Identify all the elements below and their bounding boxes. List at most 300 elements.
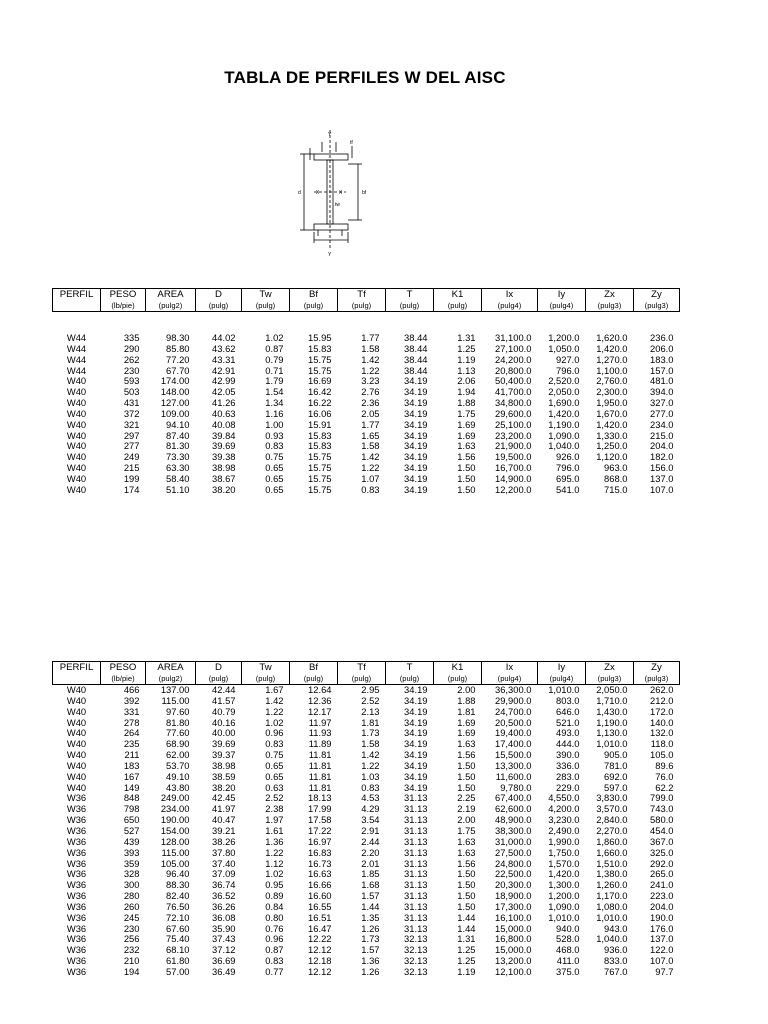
table-cell: 695.0 xyxy=(556,473,580,484)
table-cell: 743.0 xyxy=(650,804,674,815)
table-cell: 1.19 xyxy=(457,966,476,977)
table-cell: 115.00 xyxy=(161,847,190,858)
table-cell: 137.00 xyxy=(160,684,190,695)
table-cell: 1.42 xyxy=(361,750,380,761)
table-cell: 27,100.0 xyxy=(495,343,532,354)
table-cell: 24,700.0 xyxy=(495,706,532,717)
table-cell: 1.85 xyxy=(361,869,380,880)
column-unit: (pulg) xyxy=(386,673,434,685)
table-cell: 156.0 xyxy=(650,463,674,474)
table-cell: 34.19 xyxy=(404,463,428,474)
table-cell: 1.26 xyxy=(361,923,380,934)
table-cell: 1.94 xyxy=(457,387,476,398)
table-cell: 328 xyxy=(123,869,140,880)
table-cell: 82.40 xyxy=(166,891,190,902)
table-cell: 1.50 xyxy=(457,891,476,902)
table-row xyxy=(53,474,680,485)
table-cell: 31.13 xyxy=(404,891,428,902)
table-cell: 1,260.0 xyxy=(596,880,628,891)
table-cell: 2,300.0 xyxy=(596,387,628,398)
table-cell: 15.75 xyxy=(308,463,332,474)
table-cell: 18.13 xyxy=(308,793,332,804)
table-cell: 13,200.0 xyxy=(495,956,532,967)
table-cell: 89.6 xyxy=(655,760,674,771)
table-cell: 81.30 xyxy=(166,441,190,452)
table-cell: 182.0 xyxy=(650,452,674,463)
table-cell: 1.31 xyxy=(457,934,476,945)
table-cell: 265.0 xyxy=(650,869,674,880)
table-cell: 34.19 xyxy=(404,750,428,761)
table-cell: 0.71 xyxy=(265,365,284,376)
table-cell: 1.50 xyxy=(457,782,476,793)
table-cell: 31,100.0 xyxy=(495,333,532,343)
table-row xyxy=(53,880,680,891)
table-row xyxy=(53,783,680,794)
table-cell: 34.19 xyxy=(404,419,428,430)
table-cell: 36.49 xyxy=(212,966,236,977)
table-cell: 37.80 xyxy=(212,847,236,858)
table-cell: 4.53 xyxy=(361,793,380,804)
column-header: Iy xyxy=(538,289,586,301)
table-cell: 31.13 xyxy=(404,836,428,847)
table-cell: 936.0 xyxy=(604,945,628,956)
table-cell: 16,700.0 xyxy=(495,463,532,474)
table-cell: 2.20 xyxy=(361,847,380,858)
table-cell: 767.0 xyxy=(604,966,628,977)
table-cell: 0.65 xyxy=(265,771,284,782)
table-cell: 43.31 xyxy=(212,354,236,365)
table-row xyxy=(53,924,680,935)
table-cell: 1.12 xyxy=(265,858,284,869)
table-row xyxy=(53,826,680,837)
table-cell: 12.12 xyxy=(308,945,332,956)
table-cell: 76.0 xyxy=(655,771,674,782)
table-cell: W36 xyxy=(66,891,87,902)
table-cell: W40 xyxy=(66,717,87,728)
table-cell: 1.50 xyxy=(457,463,476,474)
table-cell: 1.73 xyxy=(361,728,380,739)
table-cell: 1.34 xyxy=(265,398,284,409)
table-cell: 1.69 xyxy=(457,717,476,728)
table-cell: 1.77 xyxy=(361,333,380,343)
table-cell: 256 xyxy=(123,934,140,945)
table-cell: 16.51 xyxy=(308,912,332,923)
table-cell: 1.50 xyxy=(457,771,476,782)
table-cell: 11.93 xyxy=(308,728,332,739)
table-cell: 11.81 xyxy=(308,750,332,761)
table-cell: 0.79 xyxy=(265,354,284,365)
table-cell: 38.44 xyxy=(404,333,428,343)
column-header: PESO xyxy=(101,662,146,674)
table-cell: 1.79 xyxy=(265,376,284,387)
table-cell: 1,420.0 xyxy=(596,419,628,430)
table-cell: 1,010.0 xyxy=(548,684,580,695)
table-cell: W36 xyxy=(66,793,87,804)
header-row-names xyxy=(53,662,680,674)
table-cell: 88.30 xyxy=(166,880,190,891)
table-cell: 76.50 xyxy=(166,901,190,912)
table-cell: 34,800.0 xyxy=(495,398,532,409)
table-cell: 39.84 xyxy=(212,430,236,441)
column-header: Tf xyxy=(338,662,386,674)
table-cell: 15.95 xyxy=(308,333,332,343)
table-row xyxy=(53,902,680,913)
table-cell: 1,690.0 xyxy=(548,398,580,409)
table-cell: 1.36 xyxy=(265,836,284,847)
table-cell: 0.87 xyxy=(265,945,284,956)
table-cell: 42.44 xyxy=(212,684,236,695)
table-cell: 593 xyxy=(123,376,140,387)
table-cell: 235 xyxy=(123,739,140,750)
table-cell: 1.42 xyxy=(265,695,284,706)
table-cell: 19,400.0 xyxy=(495,728,532,739)
table-cell: W36 xyxy=(66,966,87,977)
table-cell: 1.13 xyxy=(457,365,476,376)
table-cell: W40 xyxy=(66,728,87,739)
table-cell: 3,830.0 xyxy=(596,793,628,804)
table-row xyxy=(53,859,680,870)
table-cell: 1,270.0 xyxy=(596,354,628,365)
table-cell: W40 xyxy=(66,452,87,463)
table-cell: 16.60 xyxy=(308,891,332,902)
table-cell: 359 xyxy=(123,858,140,869)
table-cell: 31.13 xyxy=(404,869,428,880)
table-cell: 107.0 xyxy=(650,484,674,495)
table-cell: 12.18 xyxy=(308,956,332,967)
table-cell: 392 xyxy=(123,695,140,706)
table-cell: 98.30 xyxy=(166,333,190,343)
table-cell: 1,190.0 xyxy=(596,717,628,728)
table-cell: W44 xyxy=(66,354,87,365)
table-cell: 172.0 xyxy=(650,706,674,717)
table-cell: W40 xyxy=(66,750,87,761)
table-cell: 20,300.0 xyxy=(495,880,532,891)
table-cell: 17,400.0 xyxy=(495,739,532,750)
table-cell: 1.58 xyxy=(361,739,380,750)
table-cell: 2.38 xyxy=(265,804,284,815)
table-cell: 35.90 xyxy=(212,923,236,934)
table-cell: 1.50 xyxy=(457,760,476,771)
table-cell: 38.98 xyxy=(212,463,236,474)
column-header: PERFIL xyxy=(53,289,101,301)
table-cell: 223.0 xyxy=(650,891,674,902)
table-cell: 31.13 xyxy=(404,912,428,923)
table-cell: 521.0 xyxy=(556,717,580,728)
table-cell: 31.13 xyxy=(404,880,428,891)
table-cell: 0.89 xyxy=(265,891,284,902)
table-cell: 234.0 xyxy=(650,419,674,430)
table-cell: 212.0 xyxy=(650,695,674,706)
table-cell: 34.19 xyxy=(404,782,428,793)
table-cell: 336.0 xyxy=(556,760,580,771)
table-cell: 646.0 xyxy=(556,706,580,717)
table-cell: 148.00 xyxy=(160,387,190,398)
table-cell: 38.44 xyxy=(404,354,428,365)
table-cell: 0.65 xyxy=(265,473,284,484)
table-cell: 204.0 xyxy=(650,901,674,912)
table-cell: 1.58 xyxy=(361,343,380,354)
table-cell: 206.0 xyxy=(650,343,674,354)
table-cell: 38.44 xyxy=(404,343,428,354)
table-cell: 31.13 xyxy=(404,815,428,826)
table-cell: 154.00 xyxy=(160,825,190,836)
column-header: AREA xyxy=(146,289,196,301)
table-cell: 241.0 xyxy=(650,880,674,891)
table-cell: 1.88 xyxy=(457,695,476,706)
table-cell: W44 xyxy=(66,333,87,343)
figure-label: tw xyxy=(335,202,340,208)
table-cell: 15,000.0 xyxy=(495,923,532,934)
table-cell: 1.02 xyxy=(265,717,284,728)
table-cell: 1,010.0 xyxy=(596,912,628,923)
table-cell: 183.0 xyxy=(650,354,674,365)
table-row xyxy=(53,452,680,463)
table-cell: 1,130.0 xyxy=(596,728,628,739)
table-cell: 249 xyxy=(123,452,140,463)
table-cell: 15.75 xyxy=(308,452,332,463)
table-cell: 444.0 xyxy=(556,739,580,750)
table-cell: 1.25 xyxy=(457,945,476,956)
table-cell: 2.13 xyxy=(361,706,380,717)
table-cell: 24,200.0 xyxy=(495,354,532,365)
table-cell: 0.75 xyxy=(265,452,284,463)
table-cell: 367.0 xyxy=(650,836,674,847)
table-cell: 650 xyxy=(123,815,140,826)
table-cell: 14,900.0 xyxy=(495,473,532,484)
table-cell: 38.26 xyxy=(212,836,236,847)
table-cell: 12.12 xyxy=(308,966,332,977)
column-header: PERFIL xyxy=(53,662,101,674)
table-cell: 1.02 xyxy=(265,869,284,880)
table-cell: 16,800.0 xyxy=(495,934,532,945)
column-unit: (pulg4) xyxy=(482,300,538,312)
column-unit: (pulg3) xyxy=(634,673,680,685)
column-header: Ix xyxy=(482,662,538,674)
table-cell: 0.80 xyxy=(265,912,284,923)
table-cell: 16.06 xyxy=(308,408,332,419)
table-cell: 174 xyxy=(123,484,140,495)
table-cell: 2.44 xyxy=(361,836,380,847)
table-cell: 2.05 xyxy=(361,408,380,419)
table-cell: 580.0 xyxy=(650,815,674,826)
table-cell: 1,040.0 xyxy=(596,934,628,945)
table-cell: 36.69 xyxy=(212,956,236,967)
table-cell: 2,520.0 xyxy=(548,376,580,387)
table-cell: 781.0 xyxy=(604,760,628,771)
table-cell: 0.93 xyxy=(265,430,284,441)
table-cell: W40 xyxy=(66,463,87,474)
table-cell: 1.63 xyxy=(457,847,476,858)
table-cell: 1,510.0 xyxy=(596,858,628,869)
column-unit: (lb/pie) xyxy=(101,300,146,312)
table-cell: 0.75 xyxy=(265,750,284,761)
table-cell: 1,420.0 xyxy=(548,408,580,419)
table-cell: 40.16 xyxy=(212,717,236,728)
table-cell: 43.62 xyxy=(212,343,236,354)
table-cell: W36 xyxy=(66,945,87,956)
table-cell: 234.00 xyxy=(160,804,190,815)
column-unit: (pulg) xyxy=(386,300,434,312)
table-cell: 43.80 xyxy=(166,782,190,793)
table-cell: 264 xyxy=(123,728,140,739)
table-cell: 926.0 xyxy=(556,452,580,463)
table-cell: 38,300.0 xyxy=(495,825,532,836)
table-cell: 38.44 xyxy=(404,365,428,376)
table-cell: 1.22 xyxy=(361,365,380,376)
table-cell: 527 xyxy=(123,825,140,836)
column-unit: (lb/pie) xyxy=(101,673,146,685)
table-cell: 260 xyxy=(123,901,140,912)
table-cell: 1.50 xyxy=(457,880,476,891)
table-cell: 4,550.0 xyxy=(548,793,580,804)
table-cell: 32.13 xyxy=(404,956,428,967)
table-cell: 16.22 xyxy=(308,398,332,409)
table-cell: 183 xyxy=(123,760,140,771)
table-cell: 194 xyxy=(123,966,140,977)
table-cell: 803.0 xyxy=(556,695,580,706)
table-cell: 2.52 xyxy=(361,695,380,706)
table-cell: 16.97 xyxy=(308,836,332,847)
table-cell: 1,250.0 xyxy=(596,441,628,452)
table-cell: 1.68 xyxy=(361,880,380,891)
table-cell: 49.10 xyxy=(166,771,190,782)
table-cell: 31.13 xyxy=(404,825,428,836)
header-row-units xyxy=(53,300,680,312)
column-header: Tw xyxy=(242,662,290,674)
table-cell: 431 xyxy=(123,398,140,409)
table-cell: 31.13 xyxy=(404,858,428,869)
table-row xyxy=(53,761,680,772)
table-cell: 0.83 xyxy=(265,739,284,750)
table-cell: W40 xyxy=(66,408,87,419)
table-cell: 1,200.0 xyxy=(548,891,580,902)
table-cell: 1.63 xyxy=(457,836,476,847)
w-profiles-table-1 xyxy=(52,288,680,496)
table-cell: 34.19 xyxy=(404,398,428,409)
table-cell: 34.19 xyxy=(404,728,428,739)
table-cell: 2.25 xyxy=(457,793,476,804)
table-cell: 481.0 xyxy=(650,376,674,387)
table-cell: 1.31 xyxy=(457,333,476,343)
table-cell: 1,670.0 xyxy=(596,408,628,419)
table-cell: 62,600.0 xyxy=(495,804,532,815)
figure-label: bf xyxy=(362,190,367,196)
table-cell: 1.54 xyxy=(265,387,284,398)
figure-label: Y xyxy=(328,252,332,258)
table-cell: 67.60 xyxy=(166,923,190,934)
table-cell: 277.0 xyxy=(650,408,674,419)
bottom-flange-shape xyxy=(314,224,348,230)
table-cell: 48,900.0 xyxy=(495,815,532,826)
column-header: Zx xyxy=(586,289,634,301)
table-cell: 37.43 xyxy=(212,934,236,945)
header-row-names xyxy=(53,289,680,301)
table-cell: 58.40 xyxy=(166,473,190,484)
table-cell: W36 xyxy=(66,923,87,934)
table-cell: 2.00 xyxy=(457,815,476,826)
table-cell: 0.65 xyxy=(265,484,284,495)
table-cell: 290 xyxy=(123,343,140,354)
table-cell: 36.74 xyxy=(212,880,236,891)
table-cell: 39.69 xyxy=(212,739,236,750)
table-cell: 1.56 xyxy=(457,858,476,869)
table-cell: 262 xyxy=(123,354,140,365)
table-cell: 597.0 xyxy=(604,782,628,793)
table-cell: 36,300.0 xyxy=(495,684,532,695)
table-row xyxy=(53,869,680,880)
table-row xyxy=(53,463,680,474)
table-cell: 1.50 xyxy=(457,473,476,484)
table-cell: 297 xyxy=(123,430,140,441)
table-cell: 230 xyxy=(123,923,140,934)
table-cell: 1.22 xyxy=(265,706,284,717)
table-cell: 16.63 xyxy=(308,869,332,880)
table-cell: W40 xyxy=(66,419,87,430)
column-header: D xyxy=(196,662,242,674)
column-header: Bf xyxy=(290,289,338,301)
column-unit: (pulg) xyxy=(290,300,338,312)
top-flange-shape xyxy=(314,154,348,160)
table-cell: 38.98 xyxy=(212,760,236,771)
table-cell: 57.00 xyxy=(166,966,190,977)
table-cell: 0.96 xyxy=(265,728,284,739)
table-cell: 1.36 xyxy=(361,956,380,967)
table-cell: 20,800.0 xyxy=(495,365,532,376)
column-header: K1 xyxy=(434,289,482,301)
column-unit: (pulg) xyxy=(434,300,482,312)
table-cell: 905.0 xyxy=(604,750,628,761)
table-cell: 37.12 xyxy=(212,945,236,956)
column-unit: (pulg4) xyxy=(538,300,586,312)
table-cell: 1.35 xyxy=(361,912,380,923)
table-cell: 493.0 xyxy=(556,728,580,739)
table-cell: 38.20 xyxy=(212,782,236,793)
table-cell: 22,500.0 xyxy=(495,869,532,880)
header-row-units xyxy=(53,673,680,685)
table-cell: 137.0 xyxy=(650,934,674,945)
table-cell: W36 xyxy=(66,880,87,891)
table-cell: 20,500.0 xyxy=(495,717,532,728)
table-cell: 190.0 xyxy=(650,912,674,923)
table-cell: 215 xyxy=(123,463,140,474)
table-cell: 439 xyxy=(123,836,140,847)
table-cell: 1.65 xyxy=(361,430,380,441)
table-cell: 39.38 xyxy=(212,452,236,463)
table-cell: 34.19 xyxy=(404,376,428,387)
table-cell: 278 xyxy=(123,717,140,728)
table-cell: 1.69 xyxy=(457,419,476,430)
table-cell: 1.25 xyxy=(457,956,476,967)
table-cell: 41.57 xyxy=(212,695,236,706)
table-cell: 42.99 xyxy=(212,376,236,387)
table-cell: 848 xyxy=(123,793,140,804)
table-cell: 1.03 xyxy=(361,771,380,782)
table-cell: 132.0 xyxy=(650,728,674,739)
table-cell: 34.19 xyxy=(404,408,428,419)
table-cell: 29,900.0 xyxy=(495,695,532,706)
table-cell: W40 xyxy=(66,398,87,409)
table-cell: 262.0 xyxy=(650,684,674,695)
table-cell: 1.16 xyxy=(265,408,284,419)
table-cell: 2.01 xyxy=(361,858,380,869)
table-cell: 21,900.0 xyxy=(495,441,532,452)
table-cell: W36 xyxy=(66,847,87,858)
table-cell: 232 xyxy=(123,945,140,956)
table-cell: 75.40 xyxy=(166,934,190,945)
table-row xyxy=(53,344,680,355)
table-cell: 31.13 xyxy=(404,847,428,858)
table-cell: 1,990.0 xyxy=(548,836,580,847)
